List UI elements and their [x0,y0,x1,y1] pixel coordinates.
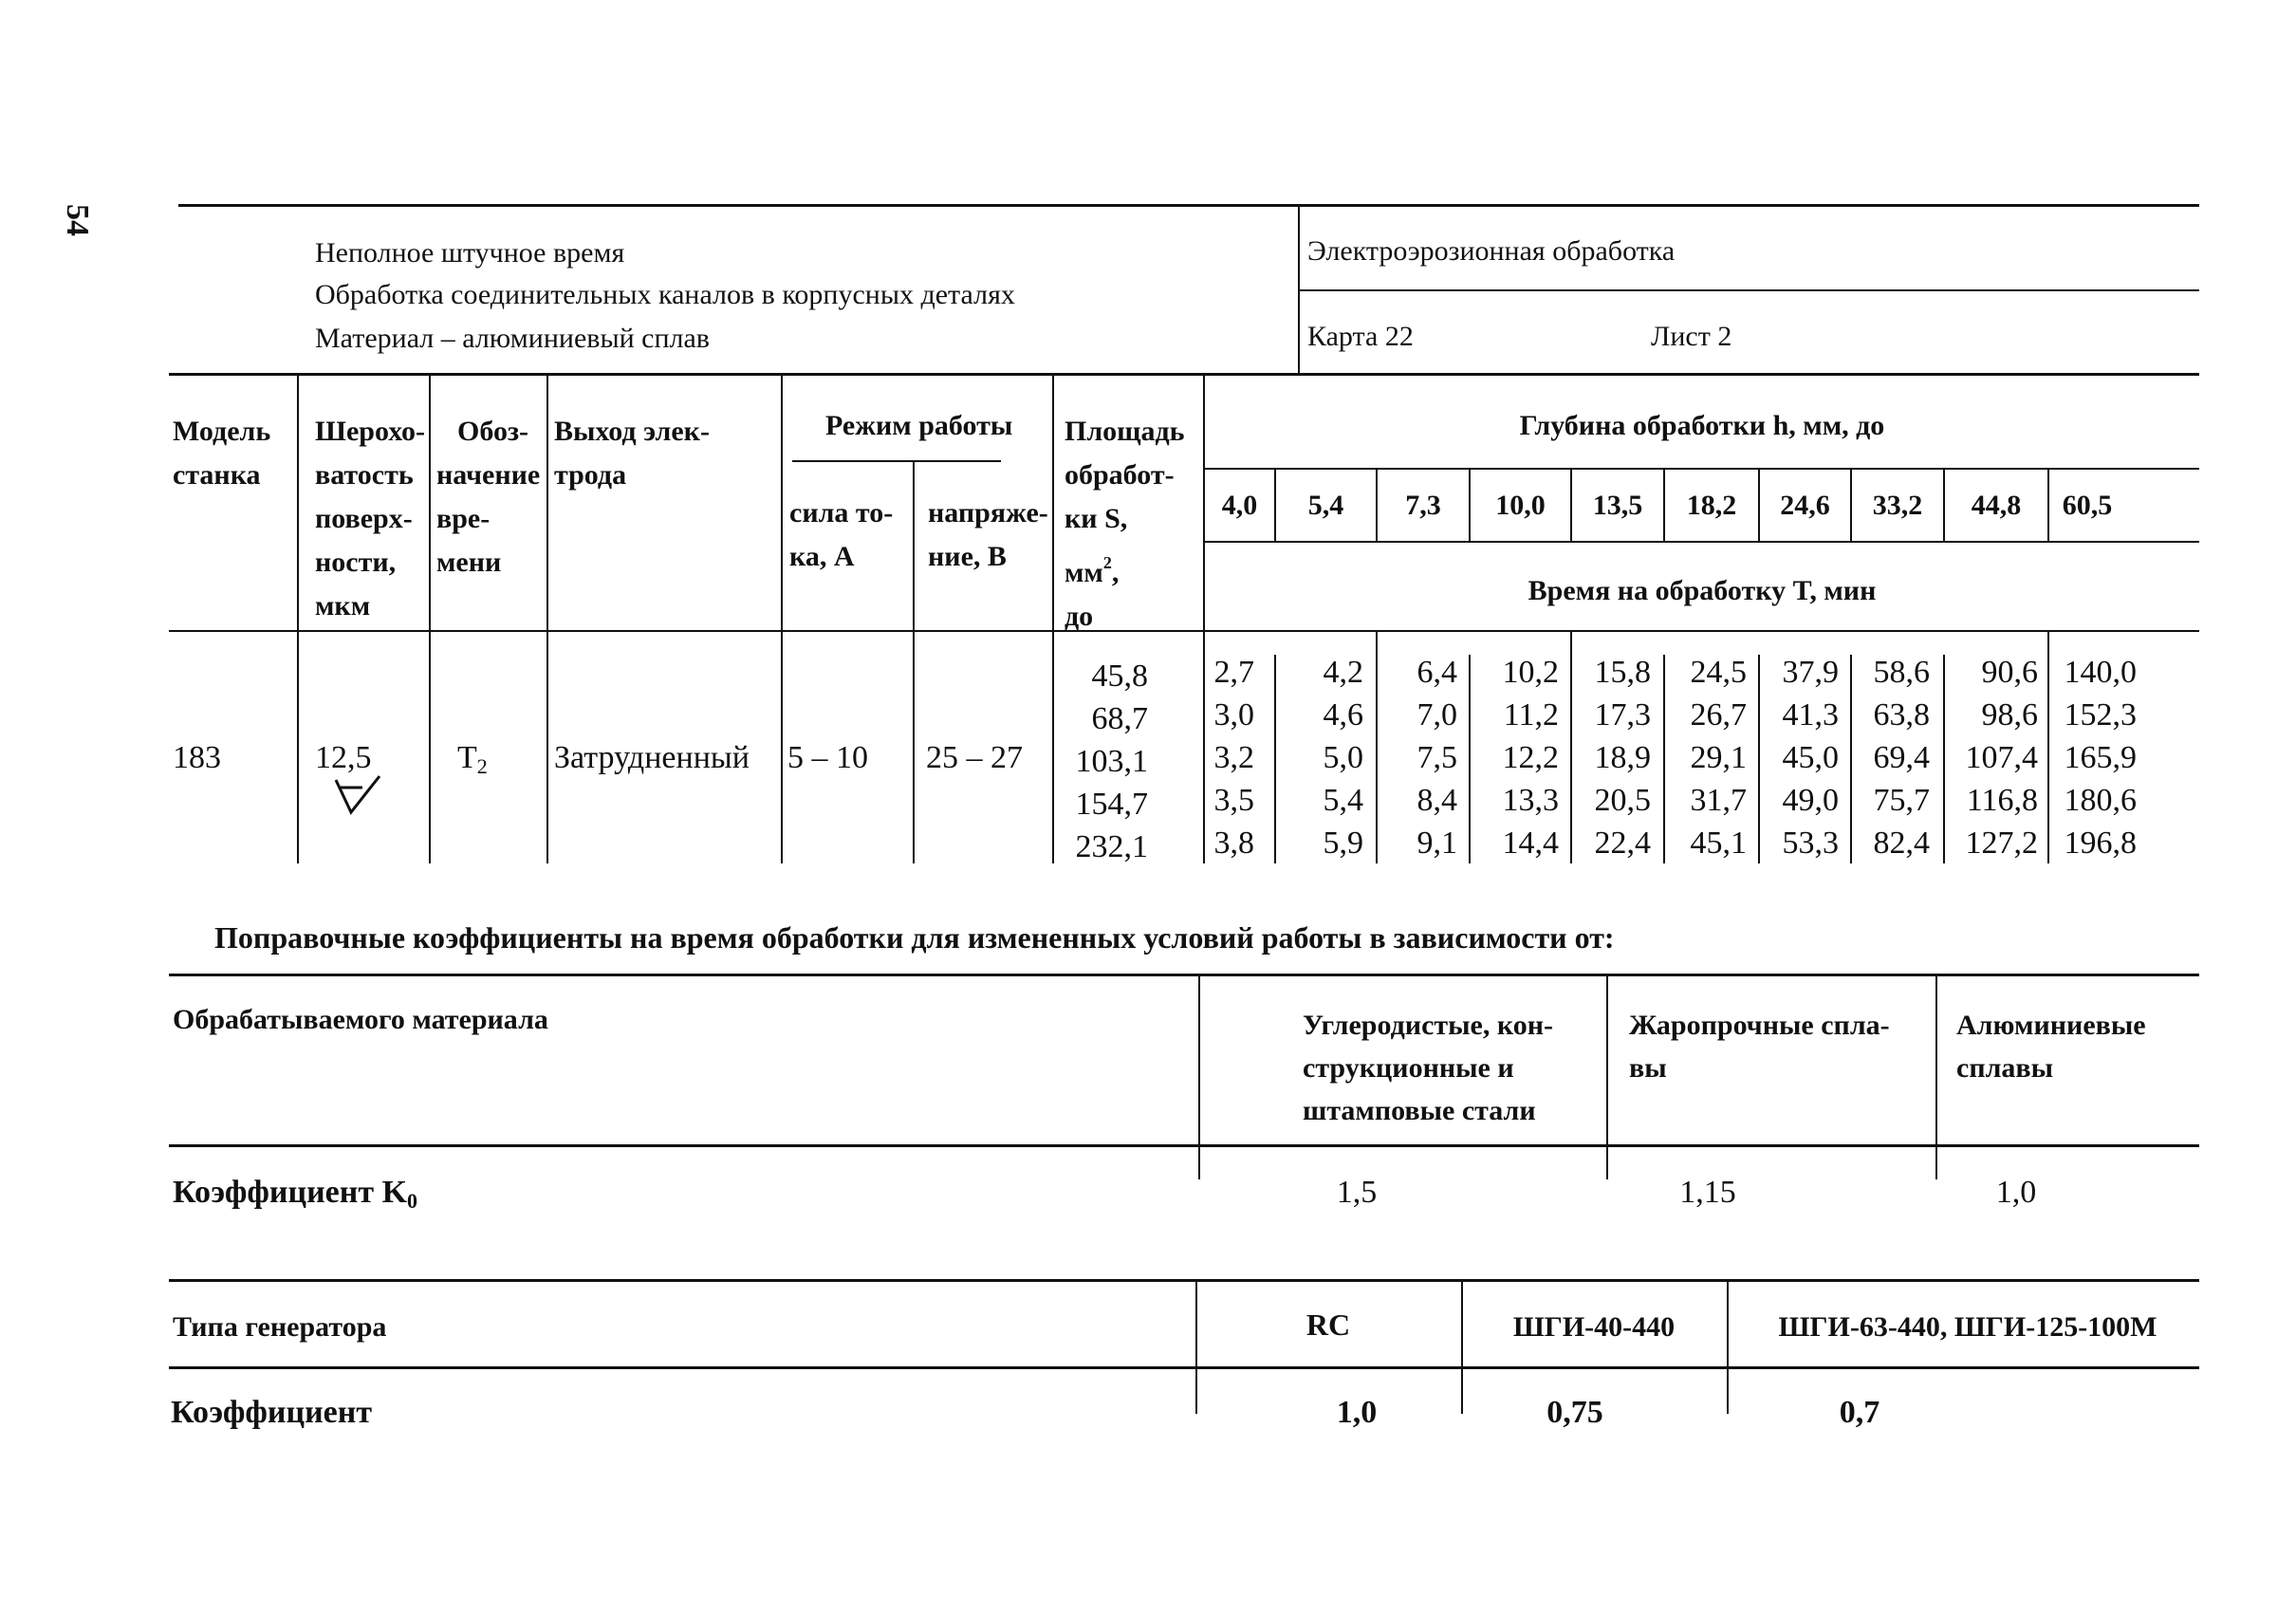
header-right-rule [1300,289,2199,291]
time-cell: 15,8 [1594,655,1651,690]
depth-value: 4,0 [1221,490,1258,521]
superscript: 2 [1102,553,1112,572]
time-cell: 4,6 [1323,697,1363,733]
material-coef-aluminium: 1,0 [1995,1175,2037,1210]
col-model-header [173,410,270,497]
time-cell: 127,2 [1965,826,2038,861]
depth-title: Глубина обработки h, мм, до [1519,410,1885,441]
col-current-header [789,492,893,579]
text-line: ности, [315,547,397,578]
time-cell: 4,2 [1323,655,1363,690]
time-cell: 140,0 [2064,655,2137,690]
area-value: 68,7 [1091,701,1148,736]
col-line [1606,975,1608,1179]
time-cell: 98,6 [1981,697,2038,733]
time-cell: 49,0 [1782,783,1839,818]
exit-value: Затрудненный [554,740,750,775]
time-cell: 5,4 [1323,783,1363,818]
time-cell: 3,5 [1213,783,1254,818]
col-line [913,460,915,863]
text-line: Выход элек- [554,416,710,447]
text-line: Шерохо- [315,416,426,447]
time-cell: 2,7 [1213,655,1254,690]
text-line: поверх- [315,503,413,534]
voltage-value: 25 – 27 [926,740,1023,775]
text-line: мени [436,547,502,578]
header-line-1: Неполное штучное время [315,237,625,269]
roughness-value: 12,5 [315,740,372,775]
time-cell: 8,4 [1416,783,1457,818]
time-cell: 107,4 [1965,740,2038,775]
col-line [1461,1281,1463,1414]
header-line-2: Обработка соединительных каналов в корпусных деталях [315,279,1015,310]
area-value: 232,1 [1075,829,1148,864]
subscript: 0 [407,1189,418,1213]
text-line [1065,541,1185,595]
col-line [1935,975,1937,1179]
col-line [297,375,299,863]
time-cell: 7,0 [1416,697,1457,733]
text-part: мм [1065,557,1103,588]
mode-sub-rule [792,460,1001,462]
page-number: 54 [60,204,95,236]
col-mode-header: Режим работы [825,410,1013,441]
header-right-title: Электроэрозионная обработка [1307,235,1676,267]
time-cell: 7,5 [1416,740,1457,775]
generator-coef-label: Коэффициент [171,1395,373,1430]
area-value: 154,7 [1075,787,1148,822]
header-divider [1298,204,1300,373]
time-cell: 18,9 [1594,740,1651,775]
time-cell: 196,8 [2064,826,2137,861]
col-line [1727,1281,1729,1414]
current-value: 5 – 10 [787,740,868,775]
material-mid-rule [169,1144,2199,1147]
text-line: ние, В [928,541,1007,572]
material-top-rule [169,974,2199,976]
depth-value: 44,8 [1971,490,2022,521]
text-line: вы [1629,1052,1667,1084]
card-number: Карта 22 [1307,321,1414,352]
col-line [429,375,431,863]
text-line: ватость [315,459,414,491]
material-col-aluminium [1956,1004,2146,1089]
time-cell: 13,3 [1502,783,1559,818]
model-value: 183 [173,740,221,775]
col-area-header [1065,410,1185,639]
time-cell: 20,5 [1594,783,1651,818]
depth-bottom-rule [1205,541,2199,543]
time-cell: 26,7 [1690,697,1747,733]
time-cell: 14,4 [1502,826,1559,861]
depth-value: 60,5 [2062,490,2113,521]
col-designation-header [436,410,540,584]
generator-col-sgi40: ШГИ-40-440 [1512,1311,1676,1343]
col-line [546,375,548,863]
time-title: Время на обработку T, мин [1528,575,1877,606]
text-part: Коэффициент K [173,1175,408,1210]
generator-top-rule [169,1279,2199,1282]
roughness-symbol-icon [334,774,383,816]
depth-value: 13,5 [1592,490,1643,521]
time-cell: 9,1 [1416,826,1457,861]
col-line [1195,1281,1197,1414]
text-line: Площадь [1065,416,1185,447]
text-line: Алюминиевые [1956,1010,2146,1041]
subscript: 2 [476,754,488,778]
text-line: Жаропрочные спла- [1629,1010,1890,1041]
text-line: Модель [173,416,271,447]
generator-mid-rule [169,1366,2199,1369]
top-rule [178,204,2199,207]
time-cell: 53,3 [1782,826,1839,861]
generator-label: Типа генератора [173,1311,387,1343]
depth-sub-rule [1205,468,2199,470]
text-line: сплавы [1956,1052,2054,1084]
time-cell: 3,8 [1213,826,1254,861]
time-cell: 22,4 [1594,826,1651,861]
text-line: вре- [436,503,491,534]
time-cell: 69,4 [1873,740,1930,775]
depth-value: 33,2 [1872,490,1923,521]
text-line: Обоз- [457,416,528,447]
time-cell: 37,9 [1782,655,1839,690]
time-cell: 24,5 [1690,655,1747,690]
area-values [1055,655,1148,868]
text-part: T [457,740,477,775]
time-cell: 3,2 [1213,740,1254,775]
time-cell: 5,0 [1323,740,1363,775]
time-cell: 45,0 [1782,740,1839,775]
text-line: ка, А [789,541,855,572]
time-cell: 116,8 [1966,783,2038,818]
time-cell: 180,6 [2064,783,2137,818]
time-cell: 6,4 [1416,655,1457,690]
material-coef-label [173,1175,417,1214]
depth-line [1274,655,1276,863]
depth-value: 18,2 [1686,490,1737,521]
generator-col-rc: RC [1305,1308,1351,1342]
col-line [781,375,783,863]
text-line: струкционные и [1303,1052,1514,1084]
time-cell: 31,7 [1690,783,1747,818]
time-cell: 41,3 [1782,697,1839,733]
time-cell: 11,2 [1503,697,1559,733]
designation-value [457,740,488,779]
text-line: начение [436,459,541,491]
area-value: 45,8 [1091,659,1148,694]
time-cell: 58,6 [1873,655,1930,690]
text-line: трода [554,459,627,491]
depth-value: 7,3 [1405,490,1441,521]
text-line: обработ- [1065,459,1175,491]
text-line: Углеродистые, кон- [1303,1010,1554,1041]
col-exit-header [554,410,710,497]
time-cell: 45,1 [1690,826,1747,861]
time-cell: 90,6 [1981,655,2038,690]
depth-value: 10,0 [1495,490,1546,521]
material-coef-carbon: 1,5 [1336,1175,1378,1210]
col-roughness-header [315,410,425,628]
text-line: до [1065,601,1094,632]
text-line: сила то- [789,497,894,529]
material-coef-heatresist: 1,15 [1679,1175,1736,1210]
generator-coef-sgi40: 0,75 [1546,1395,1603,1430]
generator-coef-sgi63: 0,7 [1839,1395,1880,1430]
depth-value: 5,4 [1307,490,1344,521]
sheet-number: Лист 2 [1651,321,1732,352]
header-line-3: Материал – алюминиевый сплав [315,323,710,354]
material-col-carbon [1303,1004,1553,1132]
time-cell: 75,7 [1873,783,1930,818]
generator-coef-rc: 1,0 [1336,1395,1378,1430]
text-line: мкм [315,590,371,621]
text-line: штамповые стали [1303,1095,1536,1126]
time-cell: 29,1 [1690,740,1747,775]
depth-value: 24,6 [1780,490,1830,521]
correction-intro: Поправочные коэффициенты на время обработки для измененных условий работы в зависимости от: [214,920,1615,955]
time-cell: 165,9 [2064,740,2137,775]
text-line: ки S, [1065,503,1128,534]
time-cell: 63,8 [1873,697,1930,733]
time-cell: 17,3 [1594,697,1651,733]
generator-col-sgi63: ШГИ-63-440, ШГИ-125-100М [1778,1311,2157,1343]
material-label: Обрабатываемого материала [173,1004,548,1035]
col-voltage-header [928,492,1048,579]
table-top-rule [169,373,2199,376]
material-col-heatresist [1629,1004,1890,1089]
area-value: 103,1 [1075,744,1148,779]
col-line [1052,375,1054,863]
time-cell: 10,2 [1502,655,1559,690]
text-part: , [1111,557,1120,588]
text-line: напряже- [928,497,1048,529]
col-line [1198,975,1200,1179]
time-cell: 12,2 [1502,740,1559,775]
time-cell: 82,4 [1873,826,1930,861]
time-cell: 152,3 [2064,697,2137,733]
time-cell: 5,9 [1323,826,1363,861]
time-cell: 3,0 [1213,697,1254,733]
text-line: станка [173,459,261,491]
